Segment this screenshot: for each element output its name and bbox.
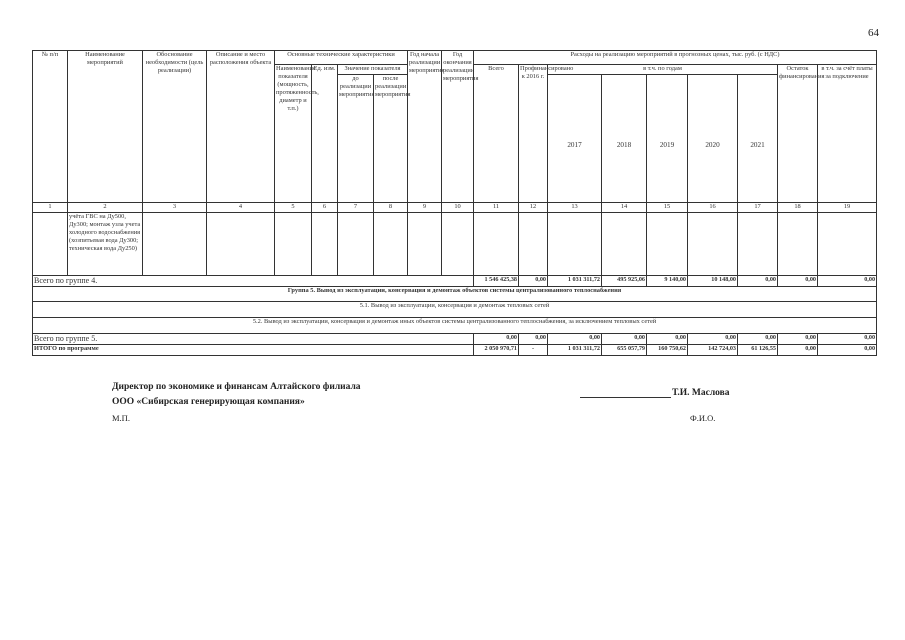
- total-group5-value: 0,00: [647, 334, 688, 345]
- signatory-position: Директор по экономике и финансам Алтайского филиала: [112, 382, 361, 392]
- continued-measure-text: учёта ГВС на Ду500, Ду300; монтаж узла учета холодного водоснабжения (хозпитьевая вода Ду300; техническая вода Ду250): [68, 213, 143, 276]
- column-number: 11: [474, 203, 519, 213]
- program-total-value: 0,00: [818, 345, 877, 356]
- total-group5-value: 0,00: [688, 334, 738, 345]
- header-year-2021: 2021: [738, 75, 778, 203]
- program-total-value: 2 050 970,71: [474, 345, 519, 356]
- header-before: до реализации мероприятия: [338, 75, 374, 203]
- total-group4-value: 1 031 311,72: [548, 276, 602, 287]
- header-tech-characteristics: Основные технические характеристики: [275, 51, 408, 65]
- total-group5-value: 0,00: [548, 334, 602, 345]
- total-group4-value: 9 140,00: [647, 276, 688, 287]
- column-number: 4: [207, 203, 275, 213]
- group5-row: [33, 287, 877, 302]
- total-group4-value: 1 546 425,38: [474, 276, 519, 287]
- column-number: 15: [647, 203, 688, 213]
- header-justification: Обоснование необходимости (цель реализации): [143, 51, 207, 203]
- column-number: 7: [338, 203, 374, 213]
- total-group5-value: 0,00: [602, 334, 647, 345]
- header-by-years: в т.ч. по годам: [548, 65, 778, 75]
- total-group4-row: [33, 276, 877, 287]
- program-total-row: [33, 345, 877, 356]
- signature-line: [580, 397, 671, 398]
- total-group5-label: Всего по группе 5.: [33, 334, 474, 345]
- header-description: Описание и место расположения объекта: [207, 51, 275, 203]
- total-group4-label: Всего по группе 4.: [33, 276, 474, 287]
- total-group4-value: 0,00: [738, 276, 778, 287]
- program-total-value: 0,00: [778, 345, 818, 356]
- column-number: 16: [688, 203, 738, 213]
- subgroup51-title: 5.1. Вывод из эксплуатации, консервация и демонтаж тепловых сетей: [33, 302, 877, 318]
- subgroup52-row: [33, 318, 877, 334]
- header-after: после реализации мероприятия: [374, 75, 408, 203]
- total-group5-value: 0,00: [519, 334, 548, 345]
- investment-table: [32, 50, 877, 356]
- page-number: 64: [868, 27, 879, 39]
- header-total: Всего: [474, 65, 519, 203]
- header-remainder: Остаток финансирования: [778, 65, 818, 203]
- subgroup51-row: [33, 302, 877, 318]
- total-group5-value: 0,00: [474, 334, 519, 345]
- column-number: 13: [548, 203, 602, 213]
- program-total-value: 1 031 311,72: [548, 345, 602, 356]
- header-year-2019: 2019: [647, 75, 688, 203]
- header-year-2018: 2018: [602, 75, 647, 203]
- fio-label: Ф.И.О.: [690, 413, 716, 423]
- header-num: № п/п: [33, 51, 68, 203]
- total-group5-row: [33, 334, 877, 345]
- program-total-value: -: [519, 345, 548, 356]
- program-total-value: 160 750,62: [647, 345, 688, 356]
- header-name: Наименование мероприятий: [68, 51, 143, 203]
- column-number: 19: [818, 203, 877, 213]
- subgroup52-title: 5.2. Вывод из эксплуатации, консервация и демонтаж иных объектов системы централизованного теплоснабжения, за исключением тепловых сетей: [33, 318, 877, 334]
- column-number: 18: [778, 203, 818, 213]
- header-financed: Профинансировано к 2016 г.: [519, 65, 548, 203]
- group5-title: Группа 5. Вывод из эксплуатации, консервация и демонтаж объектов системы централизованного теплоснабжения: [33, 287, 877, 302]
- total-group4-value: 10 148,00: [688, 276, 738, 287]
- total-group4-value: 0,00: [519, 276, 548, 287]
- signatory-name: Т.И. Маслова: [672, 388, 730, 398]
- header-indicator-name: Наименование показателя (мощность, протяженность, диаметр и т.п.): [275, 65, 312, 203]
- table-row: [33, 213, 877, 276]
- header-unit: Ед. изм.: [312, 65, 338, 203]
- program-total-value: 655 057,79: [602, 345, 647, 356]
- column-number: 2: [68, 203, 143, 213]
- stamp-place-label: М.П.: [112, 413, 130, 423]
- column-number: 8: [374, 203, 408, 213]
- column-number: 1: [33, 203, 68, 213]
- total-group4-value: 0,00: [818, 276, 877, 287]
- column-number: 17: [738, 203, 778, 213]
- column-number: 10: [442, 203, 474, 213]
- header-start-year: Год начала реализации мероприятия: [408, 51, 442, 203]
- column-number: 12: [519, 203, 548, 213]
- header-costs: Расходы на реализацию мероприятий в прогнозных ценах, тыс. руб. (с НДС): [474, 51, 877, 65]
- total-group4-value: 495 925,06: [602, 276, 647, 287]
- header-indicator-value: Значение показателя: [338, 65, 408, 75]
- program-total-value: 61 126,55: [738, 345, 778, 356]
- column-number: 5: [275, 203, 312, 213]
- header-end-year: Год окончания реализации мероприятия: [442, 51, 474, 203]
- header-connection-fee: в т.ч. за счёт платы за подключение: [818, 65, 877, 203]
- signatory-company: ООО «Сибирская генерирующая компания»: [112, 397, 305, 407]
- column-number: 3: [143, 203, 207, 213]
- program-total-label: ИТОГО по программе: [33, 345, 474, 356]
- column-number: 9: [408, 203, 442, 213]
- column-number: 14: [602, 203, 647, 213]
- total-group5-value: 0,00: [738, 334, 778, 345]
- total-group5-value: 0,00: [818, 334, 877, 345]
- program-total-value: 142 724,03: [688, 345, 738, 356]
- total-group4-value: 0,00: [778, 276, 818, 287]
- header-year-2017: 2017: [548, 75, 602, 203]
- column-number: 6: [312, 203, 338, 213]
- total-group5-value: 0,00: [778, 334, 818, 345]
- header-year-2020: 2020: [688, 75, 738, 203]
- column-numbers-row: [33, 203, 877, 213]
